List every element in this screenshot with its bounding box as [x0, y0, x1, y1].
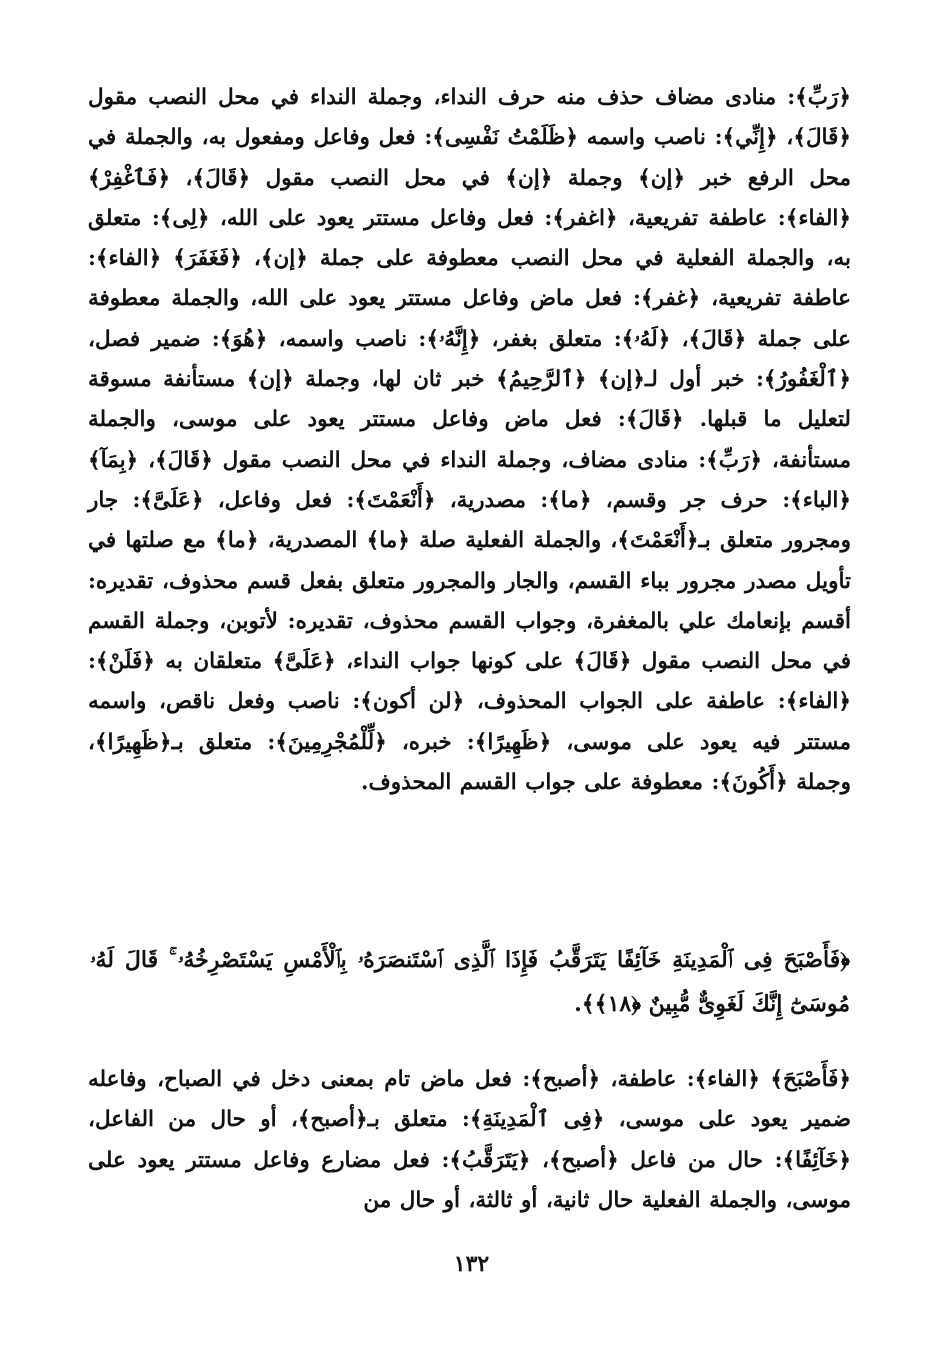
commentary-paragraph-top: ﴿رَبِّ﴾: منادى مضاف حذف منه حرف النداء، وجملة النداء في محل النصب مقول ﴿قَالَ﴾، ﴿إِنِّي﴾: ناصب واسمه ﴿ظَلَمْتُ نَفْسِى﴾: فعل وفاعل ومفعول به، والجملة في محل الرفع خبر ﴿إن﴾ وجملة ﴿إن﴾ في محل النصب مقول ﴿قَالَ﴾، ﴿فَٱغْفِرْ﴾ ﴿الفاء﴾: عاطفة تفريعية، ﴿اغفر﴾: فعل وفاعل مستتر يعود على الله، ﴿لِى﴾: متعلق به، والجملة الفعلية في محل النصب معطوفة على جملة ﴿إن﴾، ﴿فَغَفَرَ﴾ ﴿الفاء﴾: عاطفة تفريعية، ﴿غفر﴾: فعل ماض وفاعل مستتر يعود على الله، والجملة معطوفة على جملة ﴿قَالَ﴾، ﴿لَهُۥ﴾: متعلق بغفر، ﴿إِنَّهُۥ﴾: ناصب واسمه، ﴿هُوَ﴾: ضمير فصل، ﴿ٱلْغَفُورُ﴾: خبر أول لـ﴿إن﴾ ﴿ٱلرَّحِيمُ﴾ خبر ثان لها، وجملة ﴿إن﴾ مستأنفة مسوقة لتعليل ما قبلها. ﴿قَالَ﴾: فعل ماض وفاعل مستتر يعود على موسى، والجملة مستأنفة، ﴿رَبِّ﴾: منادى مضاف، وجملة النداء في محل النصب مقول ﴿قَالَ﴾، ﴿بِمَآ﴾ ﴿الباء﴾: حرف جر وقسم، ﴿ما﴾: مصدرية، ﴿أَنْعَمْتَ﴾: فعل وفاعل، ﴿عَلَىَّ﴾: جار ومجرور متعلق بـ﴿أَنْعَمْتَ﴾، والجملة الفعلية صلة ﴿ما﴾ المصدرية، ﴿ما﴾ مع صلتها في تأويل مصدر مجرور بباء القسم، والجار والمجرور متعلق بفعل قسم محذوف، تقديره: أقسم بإنعامك علي بالمغفرة، وجواب القسم محذوف، تقديره: لأتوبن، وجملة القسم في محل النصب مقول ﴿قَالَ﴾ على كونها جواب النداء، ﴿عَلَىَّ﴾ متعلقان به ﴿فَلَنْ﴾: ﴿الفاء﴾: عاطفة على الجواب المحذوف، ﴿لن أكون﴾: ناصب وفعل ناقص، واسمه مستتر فيه يعود على موسى، ﴿ظَهِيرًا﴾: خبره، ﴿لِّلْمُجْرِمِينَ﴾: متعلق بـ﴿ظَهِيرًا﴾، وجملة ﴿أَكُونَ﴾: معطوفة على جواب القسم المحذوف.: [88, 85, 851, 796]
commentary-paragraph-bottom: ﴿فَأَصْبَحَ﴾ ﴿الفاء﴾: عاطفة، ﴿أصبح﴾: فعل ماض تام بمعنى دخل في الصباح، وفاعله ضمير يعود على موسى، ﴿فِى ٱلْمَدِينَةِ﴾: متعلق بـ﴿أصبح﴾، أو حال من الفاعل، ﴿خَآئِفًا﴾: حال من فاعل ﴿أصبح﴾، ﴿يَتَرَقَّبُ﴾: فعل مضارع وفاعل مستتر يعود على موسى، والجملة الفعلية حال ثانية، أو ثالثة، أو حال من: [88, 1067, 851, 1213]
quran-verse: ﴿فَأَصْبَحَ فِى ٱلْمَدِينَةِ خَآئِفًا يَتَرَقَّبُ فَإِذَا ٱلَّذِى ٱسْتَنصَرَهُۥ بِٱلْأَمْسِ يَسْتَصْرِخُهُۥ ۚ قَالَ لَهُۥ مُوسَىٰٓ إِنَّكَ لَغَوِىٌّ مُّبِينٌ ﴿١٨﴾﴾.: [90, 947, 850, 1017]
page-number: ١٣٢: [453, 1251, 490, 1277]
